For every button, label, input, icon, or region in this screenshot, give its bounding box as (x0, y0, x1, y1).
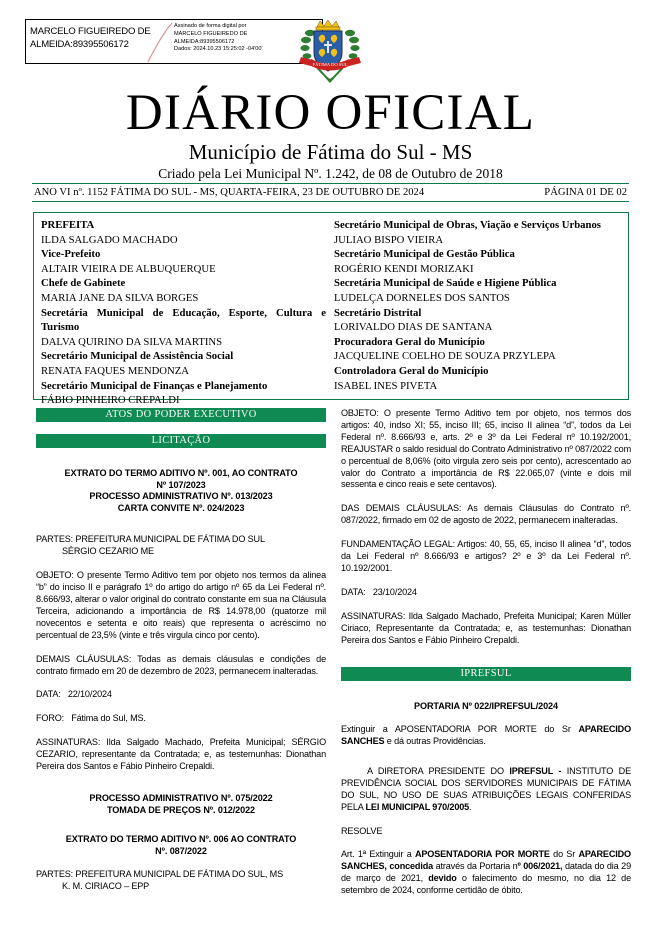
content-column-left (36, 408, 326, 893)
contract2-heading-line2: Nº. 087/2022 (155, 845, 207, 856)
official-role: PREFEITA (41, 219, 95, 231)
demais-clausulas-paragraph: DEMAIS CLÁUSULAS: Todas as demais cláusulas e condições de contrato firmado em 20 de dezembro de 2023, permanecem inalteradas. (36, 653, 326, 676)
official-name: ISABEL INES PIVETA (334, 379, 438, 392)
official-name: JULIAO BISPO VIEIRA (334, 233, 444, 246)
data-row: DATA: 22/10/2024 (36, 689, 112, 700)
banner-bidding: LICITAÇÃO (36, 434, 326, 448)
resolve-label: RESOLVE (341, 825, 383, 836)
official-role: Secretário Municipal de Finanças e Planejamento (41, 379, 268, 392)
official-name: ROGÉRIO KENDI MORIZAKI (334, 262, 474, 275)
official-name: DALVA QUIRINO DA SILVA MARTINS (41, 335, 223, 348)
assinaturas-paragraph: ASSINATURAS: Ilda Salgado Machado, Prefeita Municipal; SÉRGIO CEZARIO, representante da Contratada; e, as testemunhas: Dionathan Pereira dos Santos e Fábio Pinheiro Crepaldi. (36, 737, 326, 772)
officials-box (33, 212, 629, 407)
official-role: Secretária Municipal de Educação, Esporte, Cultura e Turismo (41, 306, 326, 334)
signature-name-line1: MARCELO FIGUEIREDO DE (30, 26, 151, 37)
parties-line1: PARTES: PREFEITURA MUNICIPAL DE FÁTIMA DO SUL (36, 534, 265, 545)
official-role: Secretária Municipal de Saúde e Higiene Pública (334, 277, 557, 290)
demais-clausulas-right: DAS DEMAIS CLÁUSULAS: As demais Cláusulas do Contrato nº. 087/2022, firmado em 02 de agosto de 2022, permanecem inalteradas. (341, 503, 631, 526)
foro-row: FORO: Fátima do Sul, MS. (36, 713, 146, 724)
edition-bar (32, 183, 629, 202)
banner-executive-acts: ATOS DO PODER EXECUTIVO (36, 408, 326, 422)
official-name: FÁBIO PINHEIRO CREPALDI (41, 394, 180, 407)
official-name: LORIVALDO DIAS DE SANTANA (334, 321, 493, 334)
parties2-line2: K. M. CIRIACO – EPP (62, 881, 150, 892)
process-heading-line1: PROCESSO ADMINISTRATIVO Nº. 075/2022 (89, 792, 273, 803)
contract-heading-line3: PROCESSO ADMINISTRATIVO Nº. 013/2023 (89, 491, 273, 502)
masthead-subtitle: Município de Fátima do Sul - MS (188, 140, 473, 164)
extinguir-paragraph: Extinguir a APOSENTADORIA POR MORTE do Sr APARECIDO SANCHES e dá outras Providências. (341, 724, 631, 746)
masthead (0, 86, 661, 183)
contract2-heading-line1: EXTRATO DO TERMO ADITIVO Nº. 006 AO CONTRATO (65, 834, 297, 845)
svg-text:FÁTIMA DO SUL: FÁTIMA DO SUL (312, 62, 348, 67)
data-row-right: DATA: 23/10/2024 (341, 586, 417, 597)
contract-heading-line2: Nº 107/2023 (156, 479, 206, 490)
official-name: ILDA SALGADO MACHADO (41, 233, 178, 246)
signature-meta-line2: MARCELO FIGUEIREDO DE (174, 30, 248, 37)
diretora-paragraph: A DIRETORA PRESIDENTE DO IPREFSUL - INSTITUTO DE PREVIDÊNCIA SOCIAL DOS SERVIDORES MUNICIPAIS DE FÁTIMA DO SUL, NO USO DE SUAS ATRIBUIÇÕES LEGAIS CONFERIDAS PELA LEI MUNICIPAL 970/2005. (341, 765, 632, 812)
contract-heading-line4: CARTA CONVITE Nº. 024/2023 (117, 502, 245, 513)
process-heading-line2: TOMADA DE PREÇOS Nº. 012/2022 (107, 804, 255, 815)
official-role: Secretário Municipal de Assistência Social (41, 350, 234, 363)
official-name: JACQUELINE COELHO DE SOUZA PRZYLEPA (334, 350, 556, 363)
fundamentacao-legal: FUNDAMENTAÇÃO LEGAL: Artigos: 40, 55, 65, inciso II alinea “d”, todos da Lei Federal nº 8.666/93 e artigos? 2º e 3º da Lei Federal nº. 10.192/2001. (341, 539, 631, 573)
portaria-heading: PORTARIA Nº 022/IPREFSUL/2024 (414, 700, 558, 711)
officials-column-left (41, 218, 326, 408)
masthead-law: Criado pela Lei Municipal Nº. 1.242, de 08 de Outubro de 2018 (158, 166, 503, 181)
signature-meta-line4: Dados: 2024.10.23 15:25:02 -04'00' (174, 46, 263, 53)
parties-line2: SÉRGIO CEZARIO ME (62, 546, 154, 557)
objeto-paragraph: OBJETO: O presente Termo Aditivo tem por objeto nos termos da alinea “b” do inciso II e parágrafo 1º do artigo do artigo nº 65 da Lei Federal nº. 8.666/93, alterar o valor original do contrato constante em sua na Cláusula Terceira, adicionando a importância de R$ 14.978,00 (quatorze mil novecentos e setenta e oito reais) que representa o acréscimo no percentual de 23,5% (vinte e três virgula cinco por cento). (36, 570, 326, 640)
objeto-paragraph-right: OBJETO: O presente Termo Aditivo tem por objeto, nos termos dos artigos: 40, indso XI; 55, inciso III; 65, inciso II alinea “d”, todos da Lei Federal nº. 8.666/93 e, arts. 2º e 3º da Lei Federal nº 10.192/2001, REAJUSTAR o saldo residual do Contrato Administrativo nº 087/2022 com o percentual de 8,06% (oito virgula zero seis por cento), acrescentado ao valor do Contrato a importância de R$ 22.065,07 (vinte e dois mil sessenta e cinco reais e sete centavos). (341, 408, 631, 490)
coat-of-arms-icon (297, 13, 363, 87)
official-name: LUDELÇA DORNELES DOS SANTOS (334, 291, 510, 304)
official-name: RENATA FAQUES MENDONZA (41, 364, 189, 377)
page-number: PÁGINA 01 DE 02 (544, 187, 627, 198)
official-role: Controladora Geral do Município (334, 364, 489, 377)
content-column-right (341, 408, 631, 897)
signature-name-line2: ALMEIDA:89395506172 (30, 39, 129, 50)
official-role: Chefe de Gabinete (41, 277, 126, 290)
digital-signature-box (25, 19, 323, 64)
official-name: ALTAIR VIEIRA DE ALBUQUERQUE (41, 262, 216, 275)
signature-meta-line1: Assinado de forma digital por (174, 23, 247, 29)
signature-meta-line3: ALMEIDA:89395506172 (174, 38, 235, 45)
official-role: Vice-Prefeito (41, 248, 101, 261)
banner-iprefsul: IPREFSUL (341, 667, 631, 681)
officials-column-right (334, 218, 624, 393)
edition-info: ANO VI nº. 1152 FÁTIMA DO SUL - MS, QUARTA-FEIRA, 23 DE OUTUBRO DE 2024 (34, 187, 425, 198)
assinaturas-right: ASSINATURAS: Ilda Salgado Machado, Prefeita Municipal; Karen Müller Ciriaco, Representante da Contratada; e, as testemunhas: Dionathan Pereira dos Santos e Fábio Pinheiro Crepaldi. (341, 610, 631, 645)
page-title: DIÁRIO OFICIAL (125, 85, 536, 141)
official-role: Secretário Municipal de Obras, Viação e Serviços Urbanos (334, 219, 601, 231)
contract-heading-line1: EXTRATO DO TERMO ADITIVO Nº. 001, AO CONTRATO (64, 468, 298, 478)
parties2-line1: PARTES: PREFEITURA MUNICIPAL DE FÁTIMA DO SUL, MS (36, 869, 283, 880)
official-role: Secretário Municipal de Gestão Pública (334, 248, 515, 261)
official-name: MARIA JANE DA SILVA BORGES (41, 291, 199, 304)
official-role: Procuradora Geral do Município (334, 335, 485, 348)
artigo-1-paragraph: Art. 1ª Extinguir a APOSENTADORIA POR MORTE do Sr APARECIDO SANCHES, concedida através da Portaria nº 006/2021, datada do dia 29 de março de 2021, devido o falecimento do mesmo, no dia 12 de setembro de 2024, conforme certidão de óbito. (341, 849, 631, 896)
official-role: Secretário Distrital (334, 306, 422, 319)
